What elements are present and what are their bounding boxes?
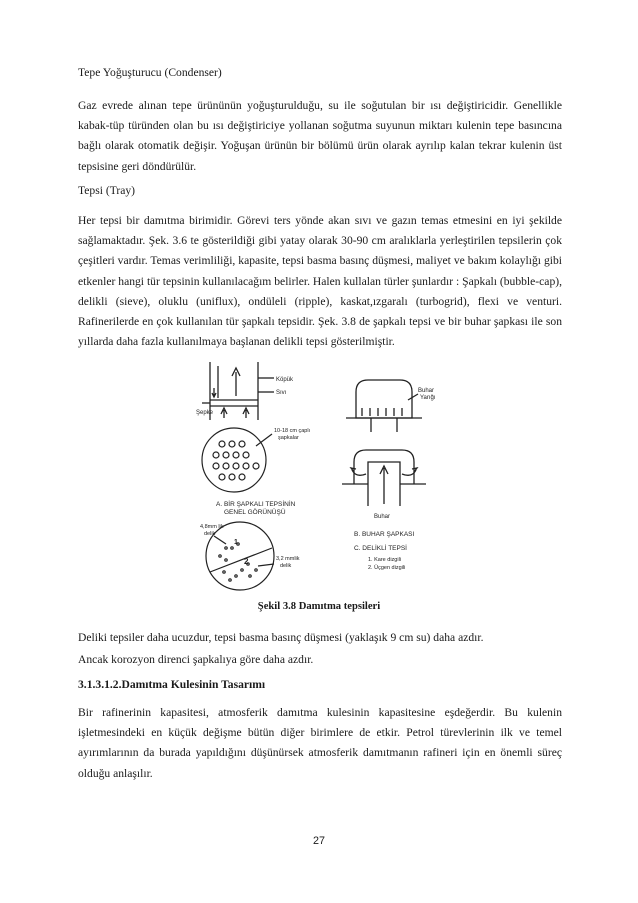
label-sepke: Şepke [196,410,214,416]
label-cm-capli-2: şapkalar [278,435,299,441]
label-delik-48-2: delik [204,531,216,537]
figure-caption: Şekil 3.8 Damıtma tepsileri [257,601,381,612]
label-buhar-bottom: Buhar [374,514,391,520]
condenser-heading: Tepe Yoğuşturucu (Condenser) [78,66,222,79]
label-delik-48-1: 4,8mm lik [200,524,224,530]
page-number: 27 [312,835,325,847]
caption-c: C. DELİKLİ TEPSİ [354,545,407,552]
label-num-1: 1 [234,539,238,546]
label-cm-capli-1: 10-18 cm çaplı [274,428,311,434]
label-delik-32-1: 3,2 mmlik [276,556,300,562]
pattern-1: 1. Kare dizgili [368,557,402,563]
after-figure-line-2: Ancak korozyon direnci şapkalıya göre daha azdır. [78,653,314,666]
bubble-cap-side-view [346,380,422,432]
tray-paragraph: Her tepsi bir damıtma birimidir. Görevi ters yönde akan sıvı ve gazın temas etmesini en iyi şekilde sağlamaktadır. Şek. 3.6 te gösterildiği gibi yatay olarak 30-90 cm aralıklarla yerleştirilen tepsilerin çok çeşitleri vardır. Temas verimliliği, kapasite, tepsi basma basınç düşmesi, maliyet ve bakım kolaylığı gibi etkenler hangi tür tepsinin kullanılacağım belirler. Halen kullalan türler şunlardır : Şapkalı (bubble-cap), delikli (sieve), oluklu (uniflux), ondüleli (ripple), kaskat,ızgaralı (turbogrid), flexi ve venturi. Rafinerilerde en çok kullanılan tür şapkalı tepsidir. Şek. 3.8 de şapkalı tepsi ve bir buhar şapkası ile son yıllarda daha fazla kullanılmaya başlanan delikli tepsi gösterilmiştir. [78,214,562,349]
design-heading: 3.1.3.1.2.Damıtma Kulesinin Tasarımı [78,678,266,691]
caption-b: B. BUHAR ŞAPKASI [354,531,415,538]
label-num-2: 2 [244,557,249,566]
label-buhar-top-1: Buhar [418,388,435,394]
after-figure-line-1: Deliki tepsiler daha ucuzdur, tepsi basma basınç düşmesi (yaklaşık 9 cm su) daha azdır. [78,631,484,644]
label-buhar-top-2: Yarığı [420,395,436,401]
pattern-2: 2. Üçgen dizgili [368,565,406,571]
sieve-tray-drawing [206,522,274,590]
label-sivi: Sıvı [276,390,287,396]
label-kopuk: Köpük [276,377,294,383]
label-delik-32-2: delik [280,563,292,569]
distillation-trays-figure [196,358,516,598]
bubble-cap-section-view [342,450,426,506]
condenser-paragraph: Gaz evrede alınan tepe ürününün yoğuşturulduğu, su ile soğutulan bir ısı değiştiricidir. Genellikle kabak-tüp türünden olan bu ısı değiştiriciye yollanan soğutma suyunun miktarı kulenin tepe basıncına bağlı olarak otomatik değişir. Yoğuşan ürünün bir bölümü ürün olarak ayrılıp kalan tekrar kulenin üst tepsisine geri döndürülür. [78,99,562,173]
caption-a-line-1: A. BİR ŞAPKALI TEPSİNİN [216,501,296,508]
caption-a-line-2: GENEL GÖRÜNÜŞÜ [224,509,286,516]
design-paragraph: Bir rafinerinin kapasitesi, atmosferik damıtma kulesinin kapasitesine eşdeğerdir. Bu kulenin işletmesindeki en küçük değişme bütün diğer birimlere de etkir. Petrol türevlerinin ilk ve temel ayırımlarının da burada yapıldığını düşünürsek atmosferik damıtmanın rafineri için en önemli süreç olduğu anlaşılır. [78,706,562,780]
tray-heading: Tepsi (Tray) [78,184,136,197]
bubble-cap-tray-plan [202,428,272,492]
